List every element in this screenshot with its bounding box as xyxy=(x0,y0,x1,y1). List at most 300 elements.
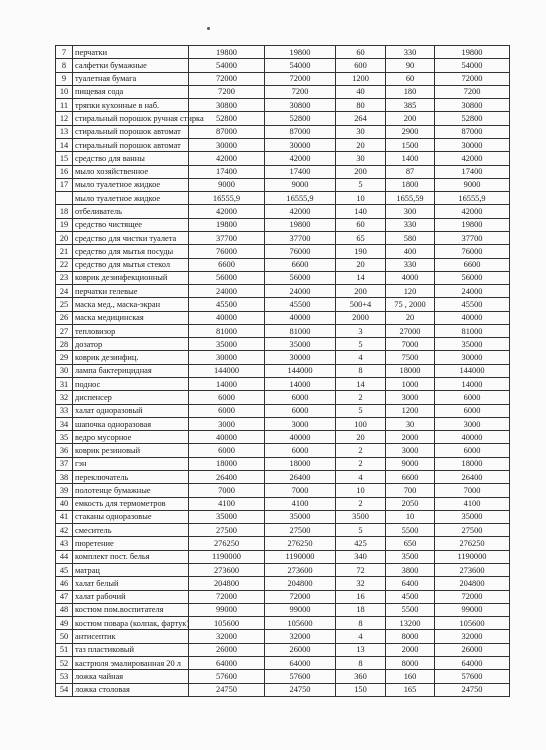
row-number: 40 xyxy=(56,497,73,510)
unit-price: 700 xyxy=(386,484,435,497)
item-name: маска медицинская xyxy=(73,311,189,324)
amount-final: 24000 xyxy=(435,285,510,298)
unit-price: 3000 xyxy=(386,391,435,404)
row-number: 43 xyxy=(56,537,73,550)
row-number: 9 xyxy=(56,72,73,85)
amount-final: 26400 xyxy=(435,471,510,484)
amount-final: 6000 xyxy=(435,444,510,457)
item-name: ложка чайная xyxy=(73,670,189,683)
amount-final: 35000 xyxy=(435,338,510,351)
amount-planned: 6600 xyxy=(189,258,265,271)
unit-price: 385 xyxy=(386,99,435,112)
row-number: 37 xyxy=(56,457,73,470)
table-row xyxy=(56,59,510,72)
unit-price: 6600 xyxy=(386,471,435,484)
item-name: мыло хозяйственное xyxy=(73,165,189,178)
row-number: 24 xyxy=(56,285,73,298)
amount-final: 19800 xyxy=(435,46,510,59)
quantity: 20 xyxy=(336,258,386,271)
quantity: 1200 xyxy=(336,72,386,85)
table-row xyxy=(56,271,510,284)
item-name: поднос xyxy=(73,378,189,391)
quantity: 340 xyxy=(336,550,386,563)
table-row xyxy=(56,577,510,590)
amount-total: 30800 xyxy=(265,99,336,112)
unit-price: 1200 xyxy=(386,404,435,417)
quantity: 20 xyxy=(336,431,386,444)
item-name: костюм пом.воспитателя xyxy=(73,603,189,616)
table-row xyxy=(56,670,510,683)
amount-planned: 52800 xyxy=(189,112,265,125)
amount-total: 19800 xyxy=(265,46,336,59)
amount-total: 105600 xyxy=(265,617,336,630)
amount-total: 32000 xyxy=(265,630,336,643)
amount-final: 72000 xyxy=(435,590,510,603)
table-row xyxy=(56,471,510,484)
quantity: 20 xyxy=(336,138,386,151)
quantity: 8 xyxy=(336,617,386,630)
row-number: 8 xyxy=(56,59,73,72)
unit-price: 2050 xyxy=(386,497,435,510)
quantity: 5 xyxy=(336,178,386,191)
amount-final: 72000 xyxy=(435,72,510,85)
quantity: 4 xyxy=(336,351,386,364)
unit-price: 8000 xyxy=(386,630,435,643)
amount-planned: 17400 xyxy=(189,165,265,178)
unit-price: 4500 xyxy=(386,590,435,603)
row-number: 21 xyxy=(56,245,73,258)
unit-price: 580 xyxy=(386,231,435,244)
quantity: 5 xyxy=(336,404,386,417)
quantity: 65 xyxy=(336,231,386,244)
item-name: пищевая сода xyxy=(73,85,189,98)
amount-total: 6000 xyxy=(265,391,336,404)
amount-total: 1190000 xyxy=(265,550,336,563)
table-row xyxy=(56,550,510,563)
unit-price: 200 xyxy=(386,112,435,125)
unit-price: 7500 xyxy=(386,351,435,364)
unit-price: 2000 xyxy=(386,431,435,444)
row-number: 52 xyxy=(56,656,73,669)
quantity: 190 xyxy=(336,245,386,258)
quantity: 500+4 xyxy=(336,298,386,311)
amount-total: 35000 xyxy=(265,510,336,523)
row-number: 7 xyxy=(56,46,73,59)
item-name: смеситель xyxy=(73,524,189,537)
table-row xyxy=(56,510,510,523)
amount-total: 144000 xyxy=(265,364,336,377)
unit-price: 4000 xyxy=(386,271,435,284)
unit-price: 330 xyxy=(386,218,435,231)
row-number: 39 xyxy=(56,484,73,497)
item-name: средство чистящее xyxy=(73,218,189,231)
item-name: туалетная бумага xyxy=(73,72,189,85)
unit-price: 18000 xyxy=(386,364,435,377)
amount-final: 6000 xyxy=(435,404,510,417)
table-row xyxy=(56,617,510,630)
amount-planned: 14000 xyxy=(189,378,265,391)
amount-total: 14000 xyxy=(265,378,336,391)
table-row xyxy=(56,444,510,457)
quantity: 10 xyxy=(336,192,386,205)
amount-final: 30000 xyxy=(435,138,510,151)
row-number: 31 xyxy=(56,378,73,391)
amount-final: 144000 xyxy=(435,364,510,377)
item-name: салфетки бумажные xyxy=(73,59,189,72)
amount-planned: 30000 xyxy=(189,351,265,364)
quantity: 600 xyxy=(336,59,386,72)
unit-price: 2000 xyxy=(386,643,435,656)
unit-price: 87 xyxy=(386,165,435,178)
amount-total: 18000 xyxy=(265,457,336,470)
unit-price: 6400 xyxy=(386,577,435,590)
quantity: 200 xyxy=(336,285,386,298)
unit-price: 9000 xyxy=(386,457,435,470)
amount-total: 24750 xyxy=(265,683,336,697)
amount-final: 42000 xyxy=(435,152,510,165)
unit-price: 75 , 2000 xyxy=(386,298,435,311)
row-number: 28 xyxy=(56,338,73,351)
amount-planned: 144000 xyxy=(189,364,265,377)
amount-final: 45500 xyxy=(435,298,510,311)
row-number: 25 xyxy=(56,298,73,311)
amount-final: 26000 xyxy=(435,643,510,656)
amount-total: 30000 xyxy=(265,138,336,151)
table-row xyxy=(56,643,510,656)
unit-price: 165 xyxy=(386,683,435,697)
amount-planned: 40000 xyxy=(189,311,265,324)
row-number: 36 xyxy=(56,444,73,457)
amount-final: 40000 xyxy=(435,311,510,324)
item-name: средство для ванны xyxy=(73,152,189,165)
row-number: 19 xyxy=(56,218,73,231)
row-number: 12 xyxy=(56,112,73,125)
quantity: 140 xyxy=(336,205,386,218)
quantity: 30 xyxy=(336,152,386,165)
quantity: 72 xyxy=(336,563,386,576)
amount-total: 276250 xyxy=(265,537,336,550)
amount-planned: 32000 xyxy=(189,630,265,643)
quantity: 425 xyxy=(336,537,386,550)
amount-planned: 105600 xyxy=(189,617,265,630)
item-name: перчатки xyxy=(73,46,189,59)
amount-total: 3000 xyxy=(265,417,336,430)
row-number: 45 xyxy=(56,563,73,576)
row-number: 16 xyxy=(56,165,73,178)
unit-price: 1655,59 xyxy=(386,192,435,205)
table-row xyxy=(56,125,510,138)
table-row xyxy=(56,298,510,311)
amount-planned: 56000 xyxy=(189,271,265,284)
amount-final: 76000 xyxy=(435,245,510,258)
table-row xyxy=(56,351,510,364)
amount-final: 3000 xyxy=(435,417,510,430)
quantity: 18 xyxy=(336,603,386,616)
row-number: 17 xyxy=(56,178,73,191)
row-number: 44 xyxy=(56,550,73,563)
unit-price: 1500 xyxy=(386,138,435,151)
amount-total: 64000 xyxy=(265,656,336,669)
quantity: 264 xyxy=(336,112,386,125)
item-name: костюм повара (колпак, фартук) xyxy=(73,617,189,630)
amount-final: 52800 xyxy=(435,112,510,125)
table-row xyxy=(56,245,510,258)
amount-total: 19800 xyxy=(265,218,336,231)
item-name: средство для мытья стекол xyxy=(73,258,189,271)
unit-price: 10 xyxy=(386,510,435,523)
table-row xyxy=(56,683,510,697)
amount-total: 57600 xyxy=(265,670,336,683)
item-name: перчатки гелевые xyxy=(73,285,189,298)
row-number: 13 xyxy=(56,125,73,138)
amount-total: 87000 xyxy=(265,125,336,138)
amount-total: 72000 xyxy=(265,590,336,603)
unit-price: 5500 xyxy=(386,603,435,616)
amount-final: 99000 xyxy=(435,603,510,616)
amount-final: 16555,9 xyxy=(435,192,510,205)
amount-planned: 273600 xyxy=(189,563,265,576)
amount-planned: 37700 xyxy=(189,231,265,244)
amount-total: 26000 xyxy=(265,643,336,656)
amount-planned: 7000 xyxy=(189,484,265,497)
quantity: 8 xyxy=(336,656,386,669)
amount-final: 19800 xyxy=(435,218,510,231)
amount-final: 56000 xyxy=(435,271,510,284)
amount-planned: 45500 xyxy=(189,298,265,311)
amount-final: 7000 xyxy=(435,484,510,497)
table-row xyxy=(56,311,510,324)
amount-total: 7200 xyxy=(265,85,336,98)
amount-final: 7200 xyxy=(435,85,510,98)
amount-final: 273600 xyxy=(435,563,510,576)
amount-planned: 30000 xyxy=(189,138,265,151)
item-name: шапочка одноразовая xyxy=(73,417,189,430)
amount-planned: 72000 xyxy=(189,72,265,85)
amount-total: 6000 xyxy=(265,404,336,417)
amount-planned: 24000 xyxy=(189,285,265,298)
row-number: 54 xyxy=(56,683,73,697)
item-name: ведро мусорное xyxy=(73,431,189,444)
unit-price: 3000 xyxy=(386,444,435,457)
quantity: 3 xyxy=(336,324,386,337)
amount-total: 81000 xyxy=(265,324,336,337)
table-row xyxy=(56,205,510,218)
item-name: отбеливатель xyxy=(73,205,189,218)
table-row xyxy=(56,112,510,125)
table-row xyxy=(56,563,510,576)
item-name: комплект пост. белья xyxy=(73,550,189,563)
row-number: 41 xyxy=(56,510,73,523)
amount-total: 27500 xyxy=(265,524,336,537)
unit-price: 330 xyxy=(386,46,435,59)
table-row xyxy=(56,590,510,603)
table-row xyxy=(56,656,510,669)
item-name: тряпки кухонные в наб. xyxy=(73,99,189,112)
quantity: 8 xyxy=(336,364,386,377)
row-number: 22 xyxy=(56,258,73,271)
amount-final: 17400 xyxy=(435,165,510,178)
quantity: 100 xyxy=(336,417,386,430)
amount-planned: 42000 xyxy=(189,152,265,165)
row-number: 14 xyxy=(56,138,73,151)
table-row xyxy=(56,152,510,165)
table-row xyxy=(56,497,510,510)
unit-price: 330 xyxy=(386,258,435,271)
item-name: емкость для термометров xyxy=(73,497,189,510)
quantity: 5 xyxy=(336,338,386,351)
amount-planned: 1190000 xyxy=(189,550,265,563)
amount-planned: 57600 xyxy=(189,670,265,683)
table-row xyxy=(56,338,510,351)
item-name: стиральный порошок ручная стирка xyxy=(73,112,189,125)
item-name: кастрюля эмалированная 20 л xyxy=(73,656,189,669)
quantity: 2000 xyxy=(336,311,386,324)
quantity: 14 xyxy=(336,271,386,284)
unit-price: 8000 xyxy=(386,656,435,669)
unit-price: 3500 xyxy=(386,550,435,563)
amount-final: 1190000 xyxy=(435,550,510,563)
unit-price: 30 xyxy=(386,417,435,430)
row-number: 29 xyxy=(56,351,73,364)
table-row xyxy=(56,537,510,550)
amount-planned: 6000 xyxy=(189,391,265,404)
quantity: 150 xyxy=(336,683,386,697)
quantity: 5 xyxy=(336,524,386,537)
quantity: 2 xyxy=(336,497,386,510)
item-name: пюретение xyxy=(73,537,189,550)
row-number: 35 xyxy=(56,431,73,444)
amount-total: 54000 xyxy=(265,59,336,72)
amount-planned: 19800 xyxy=(189,218,265,231)
row-number: 11 xyxy=(56,99,73,112)
table-row xyxy=(56,391,510,404)
quantity: 16 xyxy=(336,590,386,603)
item-name: маска мед., маска-экран xyxy=(73,298,189,311)
unit-price: 120 xyxy=(386,285,435,298)
row-number: 27 xyxy=(56,324,73,337)
inventory-table xyxy=(55,45,510,697)
amount-total: 7000 xyxy=(265,484,336,497)
quantity: 30 xyxy=(336,125,386,138)
row-number: 32 xyxy=(56,391,73,404)
amount-total: 42000 xyxy=(265,205,336,218)
amount-planned: 81000 xyxy=(189,324,265,337)
item-name: мыло туалетное жидкое xyxy=(73,192,189,205)
amount-planned: 24750 xyxy=(189,683,265,697)
amount-total: 4100 xyxy=(265,497,336,510)
item-name: халат одноразовый xyxy=(73,404,189,417)
quantity: 200 xyxy=(336,165,386,178)
amount-planned: 16555,9 xyxy=(189,192,265,205)
amount-final: 27500 xyxy=(435,524,510,537)
amount-planned: 54000 xyxy=(189,59,265,72)
amount-total: 56000 xyxy=(265,271,336,284)
item-name: лампа бактерицидная xyxy=(73,364,189,377)
unit-price: 1000 xyxy=(386,378,435,391)
item-name: коврик резиновый xyxy=(73,444,189,457)
item-name: стиральный порошок автомат xyxy=(73,138,189,151)
table-row xyxy=(56,404,510,417)
amount-total: 40000 xyxy=(265,311,336,324)
amount-planned: 27500 xyxy=(189,524,265,537)
item-name: тепловизор xyxy=(73,324,189,337)
amount-total: 52800 xyxy=(265,112,336,125)
amount-total: 6000 xyxy=(265,444,336,457)
amount-final: 6600 xyxy=(435,258,510,271)
amount-final: 105600 xyxy=(435,617,510,630)
amount-final: 24750 xyxy=(435,683,510,697)
amount-planned: 42000 xyxy=(189,205,265,218)
amount-final: 32000 xyxy=(435,630,510,643)
row-number: 48 xyxy=(56,603,73,616)
quantity: 2 xyxy=(336,391,386,404)
item-name: коврик дезинфиц. xyxy=(73,351,189,364)
amount-planned: 35000 xyxy=(189,510,265,523)
amount-planned: 72000 xyxy=(189,590,265,603)
quantity: 60 xyxy=(336,46,386,59)
amount-final: 57600 xyxy=(435,670,510,683)
row-number: 34 xyxy=(56,417,73,430)
table-row xyxy=(56,484,510,497)
amount-planned: 26000 xyxy=(189,643,265,656)
item-name: халат рабочий xyxy=(73,590,189,603)
quantity: 4 xyxy=(336,471,386,484)
unit-price: 1800 xyxy=(386,178,435,191)
amount-final: 30000 xyxy=(435,351,510,364)
amount-total: 16555,9 xyxy=(265,192,336,205)
quantity: 10 xyxy=(336,484,386,497)
inventory-table-body xyxy=(56,46,510,697)
table-row xyxy=(56,165,510,178)
item-name: переключатель xyxy=(73,471,189,484)
amount-final: 42000 xyxy=(435,205,510,218)
amount-planned: 76000 xyxy=(189,245,265,258)
table-row xyxy=(56,630,510,643)
item-name: полотенце бумажные xyxy=(73,484,189,497)
item-name: ложка столовая xyxy=(73,683,189,697)
amount-total: 99000 xyxy=(265,603,336,616)
row-number: 33 xyxy=(56,404,73,417)
amount-total: 30000 xyxy=(265,351,336,364)
item-name: коврик дезинфекционный xyxy=(73,271,189,284)
item-name: антисептик xyxy=(73,630,189,643)
amount-planned: 276250 xyxy=(189,537,265,550)
row-number: 50 xyxy=(56,630,73,643)
item-name: халат белый xyxy=(73,577,189,590)
row-number: 18 xyxy=(56,205,73,218)
amount-total: 35000 xyxy=(265,338,336,351)
item-name: средство для мытья посуды xyxy=(73,245,189,258)
item-name: стаканы одноразовые xyxy=(73,510,189,523)
amount-total: 72000 xyxy=(265,72,336,85)
unit-price: 650 xyxy=(386,537,435,550)
quantity: 2 xyxy=(336,444,386,457)
item-name: стиральный порошок автомат xyxy=(73,125,189,138)
table-row xyxy=(56,72,510,85)
amount-total: 17400 xyxy=(265,165,336,178)
quantity: 4 xyxy=(336,630,386,643)
amount-total: 76000 xyxy=(265,245,336,258)
table-row xyxy=(56,192,510,205)
table-row xyxy=(56,99,510,112)
amount-planned: 99000 xyxy=(189,603,265,616)
table-row xyxy=(56,603,510,616)
unit-price: 160 xyxy=(386,670,435,683)
row-number xyxy=(56,192,73,205)
item-name: средство для чистки туалета xyxy=(73,231,189,244)
amount-planned: 204800 xyxy=(189,577,265,590)
quantity: 80 xyxy=(336,99,386,112)
